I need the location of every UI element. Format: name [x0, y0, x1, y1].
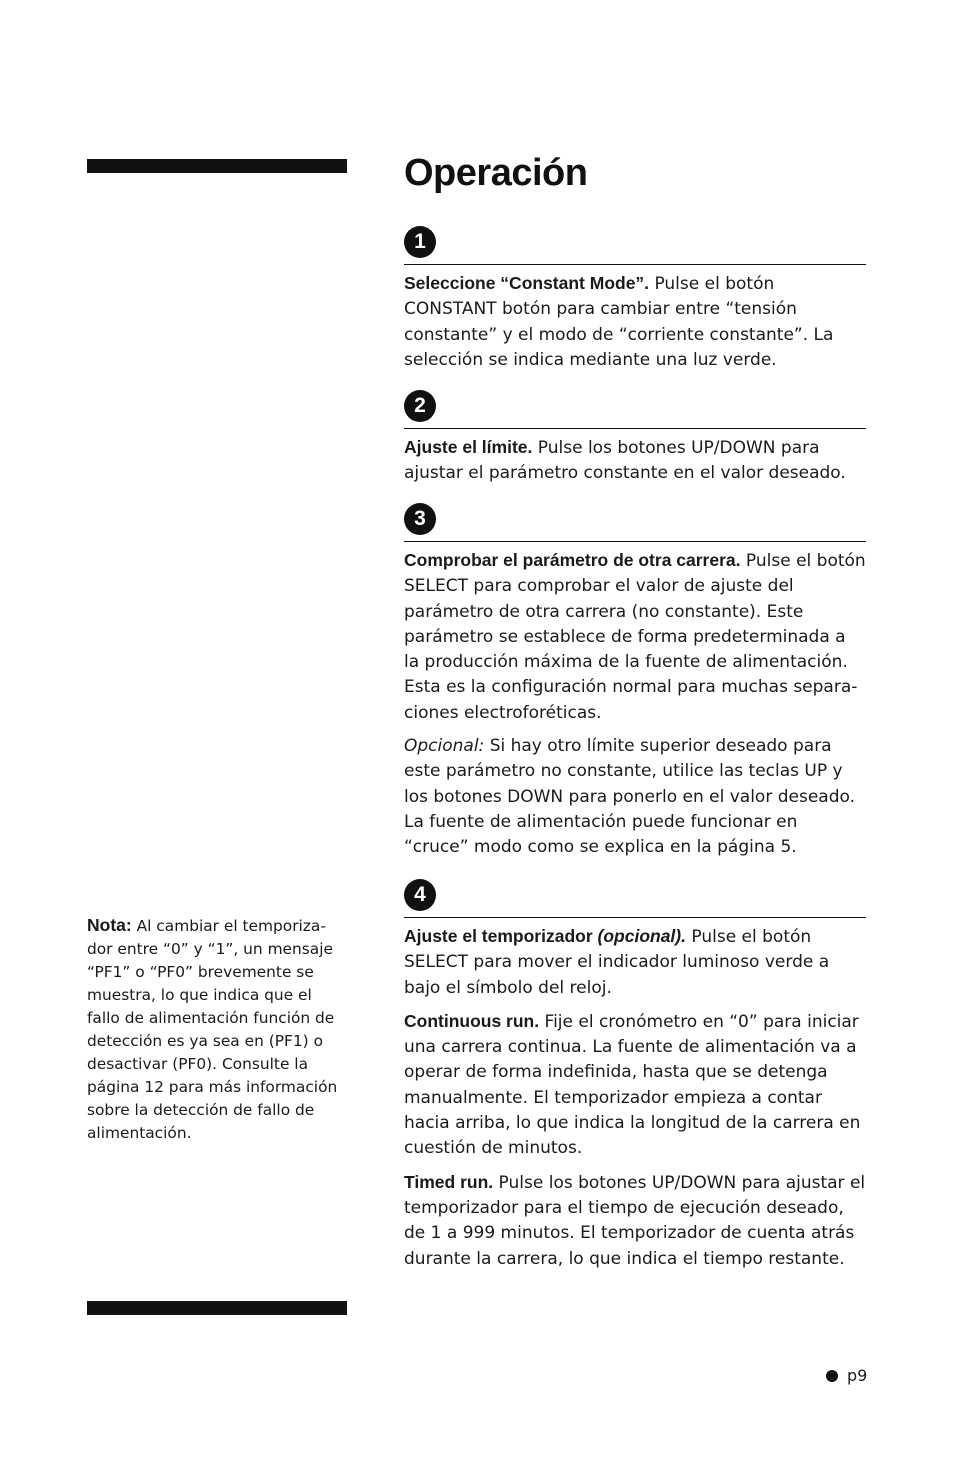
paragraph-text: Pulse el botón SELECT para mover el indicador luminoso verde a bajo el símbolo del reloj. — [404, 927, 830, 998]
side-note — [87, 914, 349, 1145]
paragraph-text: Pulse el botón CONSTANT botón para cambiar entre “tensión constante” y el modo de “corriente constante”. La selección se indica mediante una luz verde. — [404, 274, 834, 370]
bullet-icon — [826, 1370, 838, 1382]
paragraph-lead: Ajuste el temporizador — [404, 926, 598, 946]
step-header — [404, 879, 866, 918]
paragraph-lead-bold-italic: (opcional). — [597, 926, 686, 946]
step-header — [404, 390, 866, 429]
step-number-badge: 4 — [404, 879, 436, 911]
step-paragraph — [404, 435, 866, 487]
page-number — [826, 1366, 867, 1385]
paragraph-lead-italic: Opcional: — [404, 736, 485, 757]
decorative-bar-top — [87, 159, 347, 173]
step-paragraph — [404, 271, 866, 373]
step-paragraph — [404, 1170, 866, 1272]
paragraph-text: Fije el cronómetro en “0” para iniciar una carrera continua. La fuente de alimentación va a operar de forma indefinida, hasta que se detenga manualmente. El temporizador empieza a contar hacia arriba, lo que indica la longitud de la carrera en cuestión de minutos. — [404, 1011, 861, 1159]
step-header — [404, 226, 866, 265]
step-paragraph — [404, 734, 866, 860]
paragraph-lead: Ajuste el límite. — [404, 437, 533, 457]
step-paragraph — [404, 548, 866, 726]
step-number-badge: 3 — [404, 503, 436, 535]
note-text: Al cambiar el temporiza-dor entre “0” y “1”, un mensaje “PF1” o “PF0” brevemente se muestra, lo que indica que el fallo de alimentación función de detección es ya sea en (PF1) o desactivar (PF0). Consulte la página 12 para más información sobre la detección de fallo de alimentación. — [87, 917, 338, 1142]
paragraph-text: Pulse los botones UP/DOWN para ajustar el temporizador para el tiempo de ejecución deseado, de 1 a 999 minutos. El temporizador de cuenta atrás durante la carrera, lo que indica el tiempo restante. — [404, 1172, 866, 1269]
paragraph-text: Pulse los botones UP/DOWN para ajustar el parámetro constante en el valor deseado. — [404, 438, 846, 484]
paragraph-lead: Timed run. — [404, 1171, 494, 1192]
step-paragraph — [404, 1009, 866, 1162]
note-lead: Nota: — [87, 915, 132, 935]
step-header — [404, 503, 866, 542]
paragraph-text: Pulse el botón SELECT para comprobar el valor de ajuste del parámetro de otra carrera (no constante). Este parámetro se establece de forma predeterminada a la producción máxima de la fuente de alimentación. Esta es la configuración normal para muchas separa-ciones electroforéticas. — [404, 551, 866, 723]
page-title: Operación — [404, 152, 588, 194]
paragraph-lead: Seleccione “Constant Mode”. — [404, 273, 650, 293]
decorative-bar-bottom — [87, 1301, 347, 1315]
page-number-label: p9 — [847, 1366, 868, 1385]
step-1 — [404, 226, 866, 373]
paragraph-text: Si hay otro límite superior deseado para este parámetro no constante, utilice las teclas UP y los botones DOWN para ponerlo en el valor deseado. La fuente de alimentación puede funcionar en “cruce” modo como se explica en la página 5. — [404, 736, 855, 858]
step-number-badge: 1 — [404, 226, 436, 258]
step-4 — [404, 879, 866, 1272]
step-2 — [404, 390, 866, 487]
paragraph-lead: Comprobar el parámetro de otra carrera. — [404, 550, 741, 570]
paragraph-lead: Continuous run. — [404, 1010, 540, 1031]
step-3 — [404, 503, 866, 861]
step-paragraph — [404, 924, 866, 1001]
step-number-badge: 2 — [404, 390, 436, 422]
